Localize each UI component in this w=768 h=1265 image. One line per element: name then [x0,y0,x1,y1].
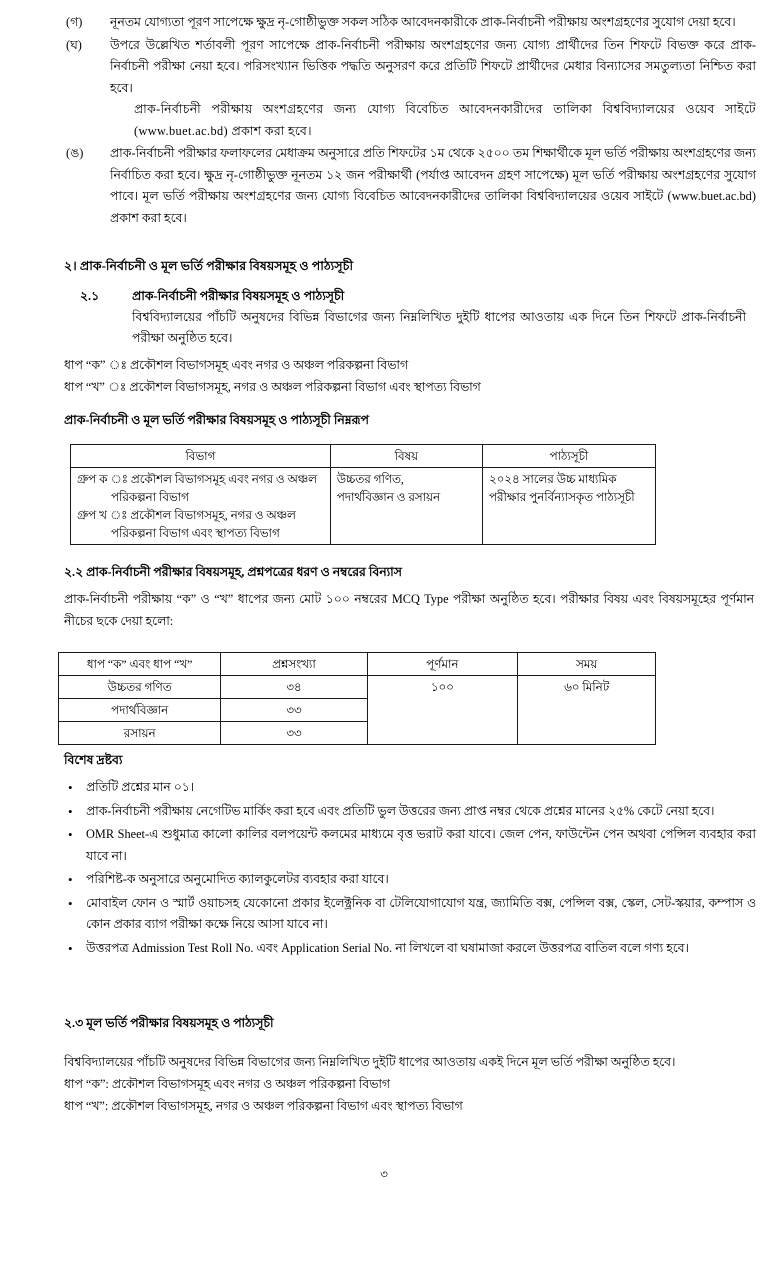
subsection-2-2-heading [64,562,754,584]
cell-division [71,468,331,545]
subsection-2-3-title: মূল ভর্তি পরীক্ষার বিষয়সমূহ ও পাঠ্যসূচী [86,1016,274,1030]
list-item [64,938,756,960]
cell-subject: উচ্চতর গণিত [59,676,221,699]
group-ka-2-1: ধাপ “ক” ঃ প্রকৌশল বিভাগসমূহ এবং নগর ও অঞ্চল পরিকল্পনা বিভাগ [64,358,409,372]
cell-total-marks: ১০০ [367,676,518,745]
notes-list [64,777,756,961]
cell-syllabus [482,468,655,545]
clause-subtext: প্রাক-নির্বাচনী পরীক্ষায় অংশগ্রহণের জন্য যোগ্য বিবেচিত আবেদনকারীদের তালিকা বিশ্ববিদ্যালয়ের ওয়েব সাইটে (www.buet.ac.bd) প্রকাশ করা হবে। [134,102,756,138]
group-kha-2-3: ধাপ “খ”: প্রকৌশল বিভাগসমূহ, নগর ও অঞ্চল পরিকল্পনা বিভাগ এবং স্থাপত্য বিভাগ [64,1099,463,1113]
cell-questions: ৩৩ [221,699,367,722]
th-division: বিভাগ [71,445,331,468]
clause-marker: (গ) [66,15,83,29]
bullet-icon: • [68,940,73,956]
clause-text: উপরে উল্লেখিত শর্তাবলী পূরণ সাপেক্ষে প্রাক-নির্বাচনী পরীক্ষায় অংশগ্রহণের জন্য যোগ্য প্রার্থীদের তিন শিফটে বিভক্ত করে প্রাক-নির্বাচনী পরীক্ষা নেয়া হবে। পরিসংখ্যান ভিত্তিক পদ্ধতি অনুসরণ করে প্রতিটি শিফটে প্রার্থীদের মেধার বিন্যাসের সমতুল্যতা নিশ্চিত করা হবে। [110,37,756,95]
clause-marker: (ঙ) [66,146,84,160]
subsection-2-2-title: প্রাক-নির্বাচনী পরীক্ষার বিষয়সমূহ, প্রশ্নপত্রের ধরণ ও নম্বরের বিন্যাস [86,565,402,579]
th-subject: বিষয় [330,445,482,468]
clause-text: নূনতম যোগ্যতা পূরণ সাপেক্ষে ক্ষুদ্র নৃ-গোষ্ঠীভুক্ত সকল সঠিক আবেদনকারীকে প্রাক-নির্বাচনী পরীক্ষায় অংশগ্রহণের সুযোগ দেয়া হবে। [110,15,736,29]
cell-duration: ৬০ মিনিট [518,676,656,745]
clause-body [110,12,756,34]
list-item [64,777,756,799]
clause-item [64,12,756,34]
bullet-icon: • [68,872,73,887]
cell-subject: রসায়ন [59,722,221,745]
table-row [59,676,656,699]
syllabus-table-caption: প্রাক-নির্বাচনী ও মূল ভর্তি পরীক্ষার বিষয়সমূহ ও পাঠ্যসূচী নিম্নরূপ [64,413,369,427]
subsection-2-2-body: প্রাক-নির্বাচনী পরীক্ষায় “ক” ও “খ” ধাপের জন্য মোট ১০০ নম্বরের MCQ Type পরীক্ষা অনুষ্ঠিত হবে। পরীক্ষার বিষয় এবং বিষয়সমূহের পূর্ণমান নীচের ছকে দেয়া হলো: [64,592,754,628]
division-group-ka: গ্রুপ ক ঃ প্রকৌশল বিভাগসমূহ এবং নগর ও অঞ্চল পরিকল্পনা বিভাগ [77,472,317,504]
bullet-icon: • [68,780,73,795]
cell-questions: ৩৩ [221,722,367,745]
list-item [64,801,756,823]
subsection-2-3-heading [64,1013,754,1035]
division-group-kha: গ্রুপ খ ঃ প্রকৌশল বিভাগসমূহ, নগর ও অঞ্চল পরিকল্পনা বিভাগ এবং স্থাপত্য বিভাগ [77,508,296,540]
subsection-2-1-number: ২.১ [80,289,100,303]
bullet-icon: • [68,895,73,911]
cell-subject [330,468,482,545]
clause-marker: (ঘ) [66,37,82,52]
table-row [71,468,656,545]
note-text: পরিশিষ্ট-ক অনুসারে অনুমোদিত ক্যালকুলেটর ব্যবহার করা যাবে। [86,872,389,886]
syllabus-line-2: পরীক্ষার পুনর্বিন্যাসকৃত পাঠ্যসূচী [488,490,635,504]
clause-body [110,35,756,143]
subsection-2-1 [80,286,746,349]
clause-body [110,143,756,229]
syllabus-table [70,444,656,545]
bullet-icon: • [68,827,73,842]
cell-questions: ৩৪ [221,676,367,699]
list-item [64,869,756,891]
bullet-icon: • [68,803,73,819]
note-text: OMR Sheet-এ শুধুমাত্র কালো কালির বলপয়েন্ট কলমের মাধ্যমে বৃত্ত ভরাট করা যাবে। জেল পেন, ফাউন্টেন পেন অথবা পেন্সিল ব্যবহার করা যাবে না। [86,827,756,863]
subsection-2-2-number: ২.২ [64,565,84,579]
subject-line-2: পদার্থবিজ্ঞান ও রসায়ন [336,490,441,504]
group-ka-2-3: ধাপ “ক”: প্রকৌশল বিভাগসমূহ এবং নগর ও অঞ্চল পরিকল্পনা বিভাগ [64,1077,390,1091]
clause-item [64,35,756,143]
subject-line-1: উচ্চতর গণিত, [336,472,404,486]
clause-item [64,143,756,229]
note-text: মোবাইল ফোন ও স্মার্ট ওয়াচসহ যেকোনো প্রকার ইলেক্ট্রনিক বা টেলিযোগাযোগ যন্ত্র, জ্যামিতি বক্স, পেন্সিল বক্স, স্কেল, সেট-স্কয়ার, কম্পাস ও কোন প্রকার ব্যাগ পরীক্ষা কক্ষে নিয়ে আসা যাবে না। [86,895,756,931]
th-syllabus: পাঠ্যসূচী [482,445,655,468]
note-text: প্রাক-নির্বাচনী পরীক্ষায় নেগেটিভ মার্কিং করা হবে এবং প্রতিটি ভুল উত্তরের জন্য প্রাপ্ত নম্বর থেকে প্রশ্নের মানের ২৫% কেটে নেয়া হবে। [86,803,715,818]
table-header-row [71,445,656,468]
th-groups: ধাপ “ক” এবং ধাপ “খ” [59,653,221,676]
group-kha-2-1: ধাপ “খ” ঃ প্রকৌশল বিভাগসমূহ, নগর ও অঞ্চল পরিকল্পনা বিভাগ এবং স্থাপত্য বিভাগ [64,380,481,394]
table-header-row [59,653,656,676]
subsection-2-1-title: প্রাক-নির্বাচনী পরীক্ষার বিষয়সমূহ ও পাঠ্যসূচী [132,289,345,303]
cell-subject: পদার্থবিজ্ঞান [59,699,221,722]
list-item [64,893,756,936]
page-number: ৩ [380,1167,388,1181]
th-full-marks: পূর্ণমান [367,653,518,676]
syllabus-line-1: ২০২৪ সালের উচ্চ মাধ্যমিক [488,472,617,486]
notes-heading: বিশেষ দ্রষ্টব্য [64,753,123,767]
th-question-count: প্রশ্নসংখ্যা [221,653,367,676]
list-item [64,824,756,867]
marks-table [58,652,656,745]
note-text: উত্তরপত্র Admission Test Roll No. এবং Application Serial No. না লিখলে বা ঘষামাজা করলে উত্তরপত্র বাতিল বলে গণ্য হবে। [86,940,689,955]
subsection-2-1-body: বিশ্ববিদ্যালয়ের পাঁচটি অনুষদের বিভিন্ন বিভাগের জন্য নিম্নলিখিত দুইটি ধাপের আওতায় এক দিনে তিন শিফটে প্রাক-নির্বাচনী পরীক্ষা অনুষ্ঠিত হবে। [132,310,746,345]
subsection-2-3-number: ২.৩ [64,1016,84,1030]
section-2-heading: ২। প্রাক-নির্বাচনী ও মূল ভর্তি পরীক্ষার বিষয়সমূহ ও পাঠ্যসূচী [64,259,354,273]
clause-text: প্রাক-নির্বাচনী পরীক্ষার ফলাফলের মেধাক্রম অনুসারে প্রতি শিফটের ১ম থেকে ২৫০০ তম শিক্ষার্থীকে মূল ভর্তি পরীক্ষায় অংশগ্রহণের জন্য নির্বাচিত করা হবে। ক্ষুদ্র নৃ-গোষ্ঠীভুক্ত নূনতম ১২ জন পরীক্ষার্থী (পর্যাপ্ত আবেদন গ্রহণ সাপেক্ষে) মূল ভর্তি পরীক্ষায় অংশগ্রহণের সুযোগ পাবে। মূল ভর্তি পরীক্ষায় অংশগ্রহণের জন্য যোগ্য বিবেচিত আবেদনকারীদের তালিকা বিশ্ববিদ্যালয়ের ওয়েব সাইটে (www.buet.ac.bd) প্রকাশ করা হবে। [110,146,756,225]
th-time: সময় [518,653,656,676]
clause-list [64,12,756,230]
note-text: প্রতিটি প্রশ্নের মান ০১। [86,780,195,794]
subsection-2-3-body: বিশ্ববিদ্যালয়ের পাঁচটি অনুষদের বিভিন্ন বিভাগের জন্য নিম্নলিখিত দুইটি ধাপের আওতায় একই দিনে মূল ভর্তি পরীক্ষা অনুষ্ঠিত হবে। [64,1055,676,1069]
